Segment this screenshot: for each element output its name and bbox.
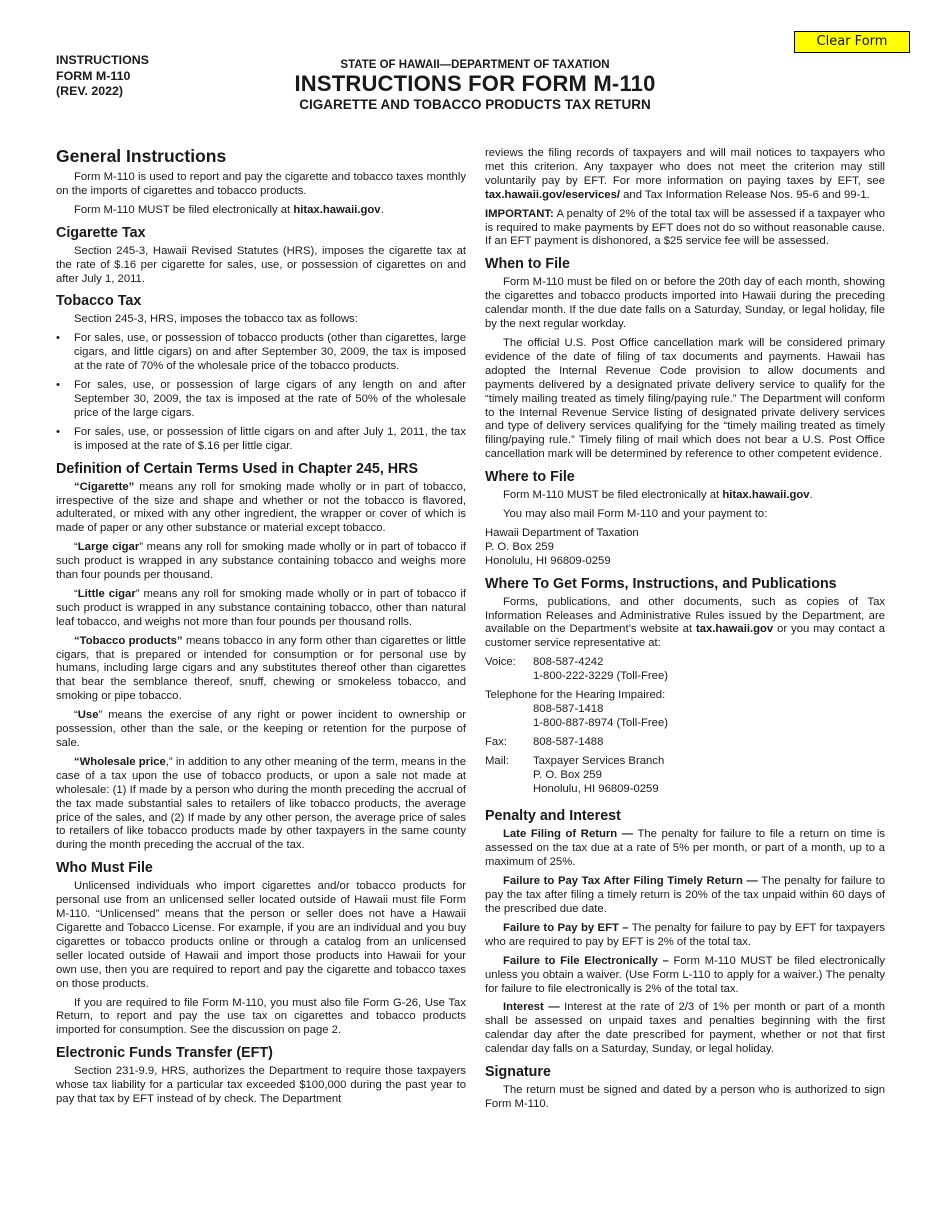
list-item: • For sales, use, or possession of tobacco products (other than cigarettes, large cigars, and little cigars) on and after September 30, 2009, the tax is imposed at the rate of 70% of the wholesale price of the tobacco products.: [56, 332, 466, 374]
definition-use: “Use” means the exercise of any right or power incident to ownership or possession, other than the sale, or the keeping or retention for the purpose of sale.: [56, 709, 466, 749]
left-column: [56, 146, 466, 1112]
forms-paragraph: Forms, publications, and other documents, such as copies of Tax Information Releases and Administrative Rules issued by the Department, are available on the Department’s website at tax.hawaii.gov or you may contact a customer service representative at:: [485, 595, 886, 650]
eft-paragraph: Section 231-9.9, HRS, authorizes the Department to require those taxpayers whose tax liability for a particular tax exceeded $100,000 during the past year to pay that tax by EFT instead of by check. The Department: [56, 1065, 466, 1106]
definition-wholesale-price: “Wholesale price,” in addition to any other meaning of the term, means in the case of a tax upon the use of tobacco products, or upon a sale not made at wholesale: (1) If made by a person who during the month preceding the accrual of the tax made substantial sales to retailers of like tobacco products, the average price of the sales, and (2) If made by any other person, the average price of sales to retailers of like tobacco products made by other taxpayers in the same county during the month preceding the accrual of the tax.: [56, 755, 466, 852]
page-header: [230, 58, 720, 114]
contact-hearing-impaired: Telephone for the Hearing Impaired: 808-587-1418 1-800-887-8974 (Toll-Free): [485, 689, 668, 729]
contact-fax: Fax: 808-587-1488: [485, 735, 604, 748]
definition-little-cigar: “Little cigar” means any roll for smoking made wholly or in part of tobacco if such product is wrapped in any substance containing tobacco, other than natural leaf tobacco, and weighs not more than four pounds per thousand rolls.: [56, 587, 467, 628]
forms-heading: Where To Get Forms, Instructions, and Publications: [485, 575, 837, 592]
penalty-late-filing: Late Filing of Return — The penalty for failure to file a return on time is assessed on the tax due at a rate of 5% per month, or part of a month, up to a maximum of 25%.: [485, 828, 886, 869]
signature-heading: Signature: [485, 1064, 551, 1081]
when-to-file-paragraph: Form M-110 must be filed on or before the 20th day of each month, showing the cigarettes and tobacco products imported into Hawaii during the preceding calendar month. If the due date falls on a Saturday, Sunday, or legal holiday, file by the next regular workday.: [485, 276, 885, 331]
cigarette-tax-heading: Cigarette Tax: [56, 224, 146, 241]
list-item: • For sales, use, or possession of little cigars on and after July 1, 2011, the tax is imposed at the rate of $.16 per little cigar.: [56, 426, 466, 454]
form-id-line1: INSTRUCTIONS: [56, 53, 149, 67]
hitax-link[interactable]: hitax.hawaii.gov: [293, 203, 381, 216]
penalty-interest: Interest — Interest at the rate of 2/3 of 1% per month or part of a month shall be assessed on unpaid taxes and penalties beginning with the first calendar day after the date prescribed for payment, whether or not that first calendar day falls on a Saturday, Sunday, or legal holiday.: [485, 1001, 885, 1056]
postmark-paragraph: The official U.S. Post Office cancellation mark will be considered primary evidence of the date of filing of tax documents and payments. Hawaii has adopted the Internal Revenue Code provision to allow documents and payments delivered by a designated private delivery service to qualify for the “timely mailing treated as timely filing/paying rule.” The Department will conform to the Internal Revenue Service listing of designated private delivery services and type of delivery services qualifying for the “timely mailing treated as timely filing/paying rule.” Timely filing of mail which does not bear a U.S. Post Office cancellation mark will be determined by reference to other competent evidence.: [485, 336, 885, 461]
definition-large-cigar: “Large cigar” means any roll for smoking made wholly or in part of tobacco if such product is wrapped in any substance containing tobacco and weighs more than four pounds per thousand.: [56, 541, 467, 582]
tobacco-tax-list: [56, 332, 466, 453]
definitions-heading: Definition of Certain Terms Used in Chapter 245, HRS: [56, 460, 418, 477]
page-title: INSTRUCTIONS FOR FORM M-110: [294, 71, 656, 96]
when-to-file-heading: When to File: [485, 256, 570, 273]
eft-continued-paragraph: reviews the filing records of taxpayers and will mail notices to taxpayers who met this criterion. Any taxpayer who does not meet the criterion may still voluntarily pay by EFT. For more information on paying taxes by EFT, see tax.hawaii.gov/eservices/ and Tax Information Release Nos. 95-6 and 99-1.: [485, 147, 885, 201]
tobacco-tax-heading: Tobacco Tax: [56, 293, 142, 310]
form-identifier: [56, 53, 149, 100]
who-must-file-paragraph: Unlicensed individuals who import cigarettes and/or tobacco products for personal use from an unlicensed seller located outside of Hawaii must file Form M-110. “Unlicensed” means that the person or seller does not have a Hawaii Cigarette and Tobacco License. For example, if you are an individual and you buy cigarettes or tobacco products online or through a catalog from an unlicensed seller located outside of Hawaii and import those products into Hawaii for your own use, then you are required to report and pay the cigarette and tobacco taxes on those products.: [56, 880, 466, 990]
hitax-link[interactable]: hitax.hawaii.gov: [722, 489, 810, 502]
form-id-line3: (REV. 2022): [56, 84, 124, 98]
definition-cigarette: “Cigarette” means any roll for smoking made wholly or in part of tobacco, irrespective of the size and shape and whether or not the tobacco is flavored, adulterated, or mixed with any other ingredient, the wrapper or cover of which is made of paper or any other substance or material except tobacco.: [56, 480, 466, 535]
definition-tobacco-products: “Tobacco products” means tobacco in any form other than cigarettes or little cigars, that is prepared or intended for consumption or for personal use by humans, including large cigars and any substitutes thereof other than cigarettes that bear the semblance thereof, snuff, chewing or smokeless tobacco, and smoking or pipe tobacco.: [56, 634, 467, 703]
cigarette-tax-paragraph: Section 245-3, Hawaii Revised Statutes (HRS), imposes the cigarette tax at the rate of $.16 per cigarette for sales, use, or possession of cigarettes on and after July 1, 2011.: [56, 244, 466, 285]
where-to-file-heading: Where to File: [485, 469, 575, 486]
form-id-line2: FORM M-110: [56, 68, 131, 83]
eservices-link[interactable]: tax.hawaii.gov/eservices/: [485, 188, 621, 201]
penalty-eft: Failure to Pay by EFT – The penalty for failure to pay by EFT for taxpayers who are required to pay by EFT is 2% of the total tax.: [485, 921, 885, 948]
who-must-file-heading: Who Must File: [56, 860, 153, 877]
general-instructions-paragraph: Form M-110 is used to report and pay the cigarette and tobacco taxes monthly on the imports of cigarettes and tobacco products.: [56, 171, 466, 197]
right-column: [485, 147, 885, 1117]
penalty-heading: Penalty and Interest: [485, 808, 621, 825]
clear-form-button[interactable]: Clear Form: [794, 31, 910, 53]
tax-hawaii-link[interactable]: tax.hawaii.gov: [695, 623, 774, 636]
contact-mail: Mail: Taxpayer Services Branch P. O. Box 259 Honolulu, HI 96809-0259: [485, 754, 665, 795]
contact-voice: Voice: 808-587-4242 1-800-222-3229 (Toll-Free): [485, 656, 668, 683]
mailing-address: Hawaii Department of Taxation P. O. Box 259 Honolulu, HI 96809-0259: [485, 526, 639, 567]
general-instructions-heading: General Instructions: [56, 146, 227, 166]
important-note: IMPORTANT: A penalty of 2% of the total tax will be assessed if a taxpayer who is required to make payments by EFT does not do so without reasonable cause. If an EFT payment is dishonored, a $25 service fee will be assessed.: [485, 207, 885, 248]
file-electronically-paragraph: Form M-110 MUST be filed electronically at hitax.hawaii.gov.: [74, 203, 384, 216]
signature-paragraph: The return must be signed and dated by a person who is authorized to sign Form M-110.: [485, 1084, 885, 1110]
where-to-file-paragraph: Form M-110 MUST be filed electronically at hitax.hawaii.gov.: [503, 489, 813, 502]
form-g26-paragraph: If you are required to file Form M-110, you must also file Form G-26, Use Tax Return, to report and pay the use tax on cigarettes and tobacco products imported for consumption. See the discussion on page 2.: [56, 996, 466, 1037]
list-item: • For sales, use, or possession of large cigars of any length on and after September 30, 2009, the tax is imposed at the rate of 50% of the wholesale price of the large cigars.: [56, 379, 466, 421]
mail-option-paragraph: You may also mail Form M-110 and your payment to:: [503, 508, 768, 521]
page-subtitle: CIGARETTE AND TOBACCO PRODUCTS TAX RETURN: [299, 97, 651, 112]
penalty-electronic-filing: Failure to File Electronically – Form M-110 MUST be filed electronically unless you obtain a waiver. (Use Form L-110 to apply for a waiver.) The penalty for failure to file electronically is 2% of the total tax.: [485, 954, 885, 995]
tobacco-tax-paragraph: Section 245-3, HRS, imposes the tobacco tax as follows:: [74, 313, 358, 326]
penalty-failure-to-pay: Failure to Pay Tax After Filing Timely Return — The penalty for failure to pay the tax after filing a timely return is 20% of the tax unpaid within 60 days of the prescribed due date.: [485, 875, 885, 915]
eft-heading: Electronic Funds Transfer (EFT): [56, 1045, 273, 1062]
department-name: STATE OF HAWAII—DEPARTMENT OF TAXATION: [340, 59, 610, 71]
